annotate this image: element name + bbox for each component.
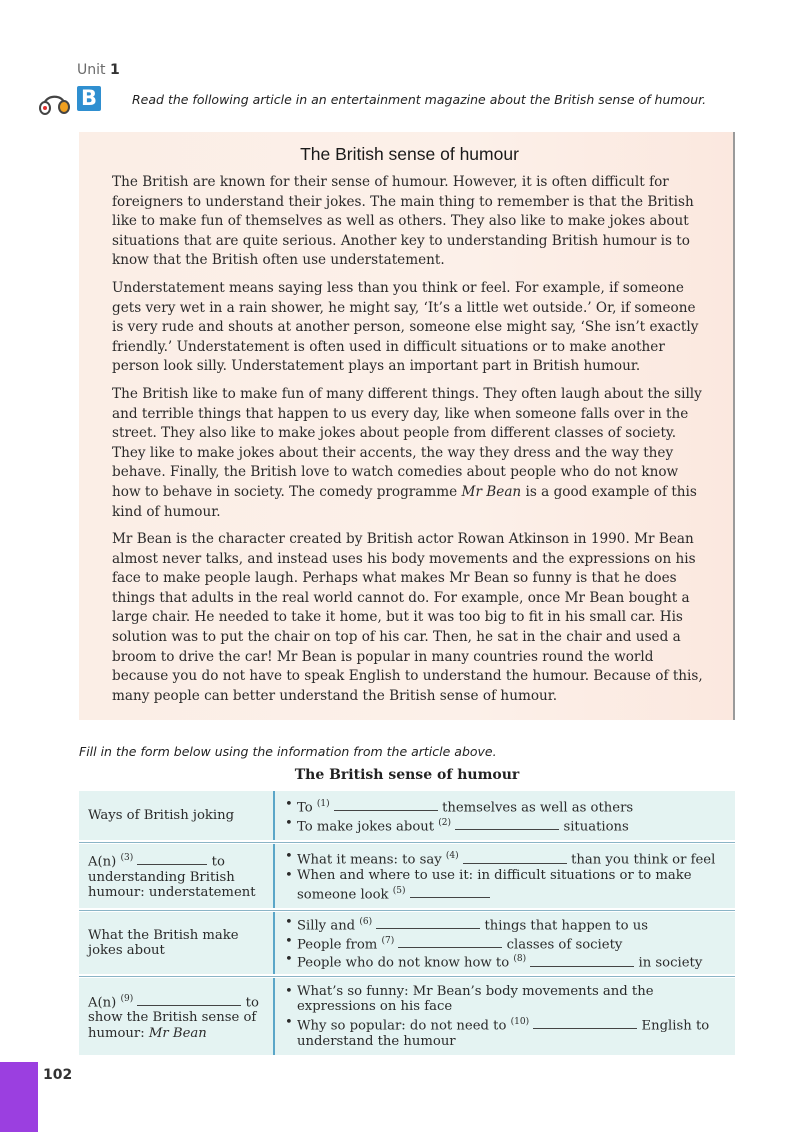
text: than you think or feel <box>571 852 716 868</box>
answer-blank-2[interactable] <box>455 817 559 830</box>
row-divider <box>79 842 735 843</box>
answer-blank-5[interactable] <box>410 885 490 898</box>
blank-number: (5) <box>392 885 406 896</box>
answer-blank-6[interactable] <box>376 916 480 929</box>
text: What it means: to say <box>297 852 442 868</box>
reading-instruction: Read the following article in an entertainment magazine about the British sense of humour. <box>132 92 707 107</box>
text: Why so popular: do not need to <box>297 1018 507 1034</box>
page-tab-bar <box>0 1062 38 1132</box>
form-row-3 <box>79 912 735 974</box>
row-2-content <box>285 844 735 908</box>
form-row-1 <box>79 791 735 840</box>
text: themselves as well as others <box>442 800 634 815</box>
bullet: • <box>285 1014 293 1030</box>
page-number: 102 <box>43 1067 73 1083</box>
form-row-4 <box>79 978 735 1055</box>
blank-number: (7) <box>381 935 395 946</box>
blank-number: (8) <box>513 954 527 965</box>
row-3-bullet-3 <box>285 952 735 971</box>
blank-number: (1) <box>316 798 330 809</box>
bullet: • <box>285 849 293 865</box>
article-paragraph-4: Mr Bean is the character created by British actor Rowan Atkinson in 1990. Mr Bean almost never talks, and instead uses his body movements and the expressions on his face to make people laugh. Perhaps what makes Mr Bean so funny is that he does things that adults in the real world cannot do. For example, once Mr Bean bought a large chair. He needed to take it home, but it was too big to fit in his small car. His solution was to put the chair on top of his car. Then, he sat in the chair and used a broom to drive the car! Mr Bean is popular in many countries round the world because you do not have to speak English to understand the humour. Because of this, many people can better understand the British sense of humour. <box>112 531 703 704</box>
text: to show the British sense of humour: <box>88 994 259 1041</box>
column-divider <box>273 844 275 908</box>
text: situations <box>563 818 629 834</box>
headphones-icon <box>38 88 72 116</box>
text: English to understand the humour <box>297 1018 710 1049</box>
programme-title: Mr Bean <box>148 1025 207 1041</box>
unit-number: 1 <box>109 62 120 78</box>
row-3-content <box>285 912 735 974</box>
blank-number: (3) <box>120 853 134 864</box>
paragraph-3-text-a: The British like to make fun of many different things. They often laugh about the silly and terrible things that happen to us every day, like when someone falls over in the street. They also like to make jokes about people from different classes of society. They like to make jokes about their accents, the way they dress and the way they behave. Finally, the British love to watch comedies about people who do not know how to behave in society. The comedy programme <box>112 385 702 500</box>
row-2-bullet-1 <box>285 849 735 868</box>
row-1-content <box>285 791 735 840</box>
row-3-label: What the British make jokes about <box>88 927 239 958</box>
text: A(n) <box>88 854 117 870</box>
section-badge: B <box>77 86 101 111</box>
answer-blank-8[interactable] <box>530 954 634 967</box>
bullet: • <box>285 868 293 884</box>
summary-form <box>79 791 735 1055</box>
bullet: • <box>285 796 293 812</box>
text: What’s so funny: Mr Bean’s body movements and the expressions on his face <box>297 983 654 1015</box>
bullet: • <box>285 983 293 999</box>
form-instruction: Fill in the form below using the information from the article above. <box>79 744 497 759</box>
row-1-label: Ways of British joking <box>88 807 235 823</box>
unit-word: Unit <box>77 62 106 78</box>
form-row-2 <box>79 844 735 908</box>
text: in society <box>638 955 703 971</box>
text: To make jokes about <box>297 818 435 834</box>
row-3-bullet-2 <box>285 934 735 953</box>
row-1-bullet-2 <box>285 816 735 835</box>
bullet: • <box>285 914 293 930</box>
unit-label <box>77 62 120 78</box>
blank-number: (4) <box>445 851 459 862</box>
answer-blank-9[interactable] <box>137 993 241 1006</box>
answer-blank-7[interactable] <box>398 935 502 948</box>
programme-title: Mr Bean <box>461 483 522 500</box>
row-2-label <box>79 844 272 908</box>
blank-number: (9) <box>120 993 134 1004</box>
text: classes of society <box>506 936 623 952</box>
row-4-bullet-1 <box>285 984 735 1015</box>
article-title: The British sense of humour <box>300 144 519 164</box>
bullet: • <box>285 952 293 968</box>
text: A(n) <box>88 994 117 1010</box>
text: People who do not know how to <box>297 955 510 971</box>
article-paragraph-3 <box>112 385 707 522</box>
row-2-bullet-2 <box>285 868 735 902</box>
row-4-bullet-2 <box>285 1015 735 1049</box>
text: to understanding British humour: understatement <box>88 854 256 901</box>
answer-blank-10[interactable] <box>533 1016 637 1029</box>
row-1-bullet-1 <box>285 797 735 816</box>
row-divider <box>79 976 735 977</box>
text: People from <box>297 936 378 952</box>
text: When and where to use it: in difficult situations or to make someone look <box>297 868 692 903</box>
column-divider <box>273 912 275 974</box>
blank-number: (6) <box>359 916 373 927</box>
column-divider <box>273 978 275 1055</box>
row-4-content <box>285 978 735 1055</box>
row-4-label <box>79 978 272 1055</box>
row-3-bullet-1 <box>285 915 735 934</box>
paragraph-3-text-b: is a good example of this kind of humour. <box>112 483 697 520</box>
bullet: • <box>285 815 293 831</box>
form-title: The British sense of humour <box>294 767 520 783</box>
blank-number: (2) <box>438 817 452 828</box>
answer-blank-3[interactable] <box>137 852 207 865</box>
answer-blank-4[interactable] <box>463 851 567 864</box>
bullet: • <box>285 933 293 949</box>
text: Silly and <box>297 918 356 934</box>
answer-blank-1[interactable] <box>334 798 438 811</box>
article-paragraph-2: Understatement means saying less than you think or feel. For example, if someone gets very wet in a rain shower, he might say, ‘It’s a little wet outside.’ Or, if someone is very rude and shouts at another person, someone else might say, ‘She isn’t exactly friendly.’ Understatement is often used in difficult situations or to make another person look silly. Understatement plays an important part in British humour. <box>112 279 699 375</box>
column-divider <box>273 791 275 840</box>
article-paragraph-1: The British are known for their sense of humour. However, it is often difficult for foreigners to understand their jokes. The main thing to remember is that the British like to make fun of themselves as well as others. They also like to make jokes about situations that are quite serious. Another key to understanding British humour is to know that the British often use understatement. <box>112 174 694 269</box>
article-box <box>79 132 735 720</box>
blank-number: (10) <box>510 1016 530 1027</box>
text: things that happen to us <box>484 918 648 934</box>
row-divider <box>79 910 735 911</box>
text: To <box>297 800 313 815</box>
